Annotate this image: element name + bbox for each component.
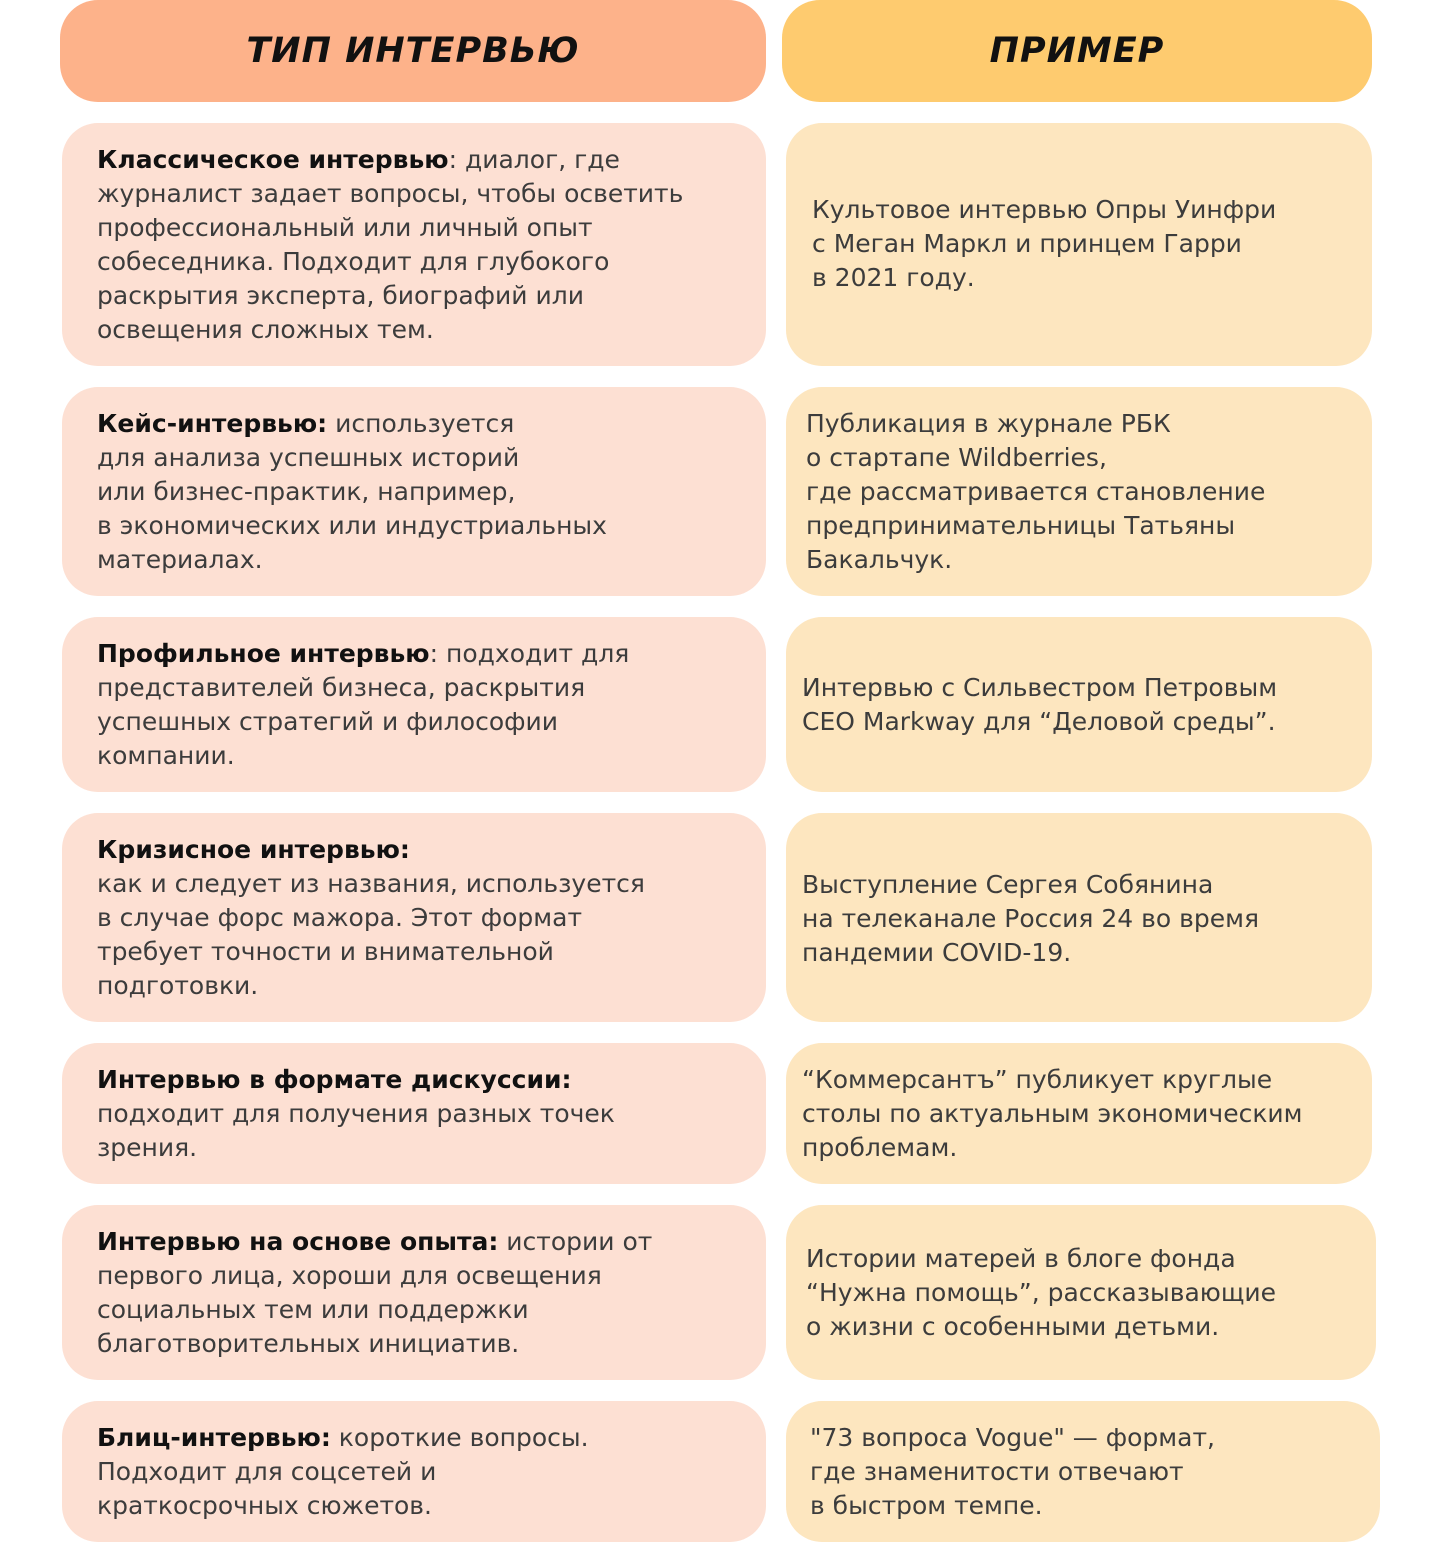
example-text: "73 вопроса Vogue" — формат, где знаменитости отвечают в быстром темпе.	[810, 1422, 1215, 1520]
interview-type-text	[97, 1225, 652, 1361]
example-text: Публикация в журнале РБК о стартапе Wildberries, где рассматривается становление предпринимательницы Татьяны Бакальчук.	[806, 408, 1266, 574]
example-text: Истории матерей в блоге фонда “Нужна помощь”, рассказывающие о жизни с особенными детьми.	[806, 1243, 1277, 1341]
example-column-header	[782, 0, 1372, 102]
interview-type-description: подходит для получения разных точек зрения.	[97, 1098, 615, 1162]
example-card-blitz	[786, 1401, 1380, 1542]
example-card-classic	[786, 123, 1372, 366]
interview-type-text	[97, 407, 607, 577]
interview-type-text	[97, 833, 645, 1003]
example-card-crisis	[786, 813, 1372, 1022]
interview-type-card-crisis	[62, 813, 766, 1022]
example-column-header-label: ПРИМЕР	[989, 31, 1165, 71]
interview-type-description: : подходит для представителей бизнеса, раскрытия успешных стратегий и философии компании.	[97, 638, 630, 770]
interview-type-term: Блиц-интервью:	[97, 1422, 331, 1452]
interview-type-text	[97, 1063, 615, 1165]
interview-type-card-profile	[62, 617, 766, 792]
interview-type-description: используется для анализа успешных историй или бизнес-практик, например, в экономических или индустриальных материалах.	[97, 408, 607, 574]
interview-type-text	[97, 143, 683, 347]
interview-type-term: Кейс-интервью:	[97, 408, 328, 438]
example-text: Культовое интервью Опры Уинфри с Меган Маркл и принцем Гарри в 2021 году.	[812, 195, 1277, 292]
example-card-experience	[786, 1205, 1376, 1380]
interview-type-card-experience	[62, 1205, 766, 1380]
example-text: Выступление Сергея Собянина на телеканале Россия 24 во время пандемии COVID-19.	[802, 870, 1260, 967]
interview-type-term: Профильное интервью	[97, 638, 430, 668]
interview-type-term: Кризисное интервью:	[97, 834, 410, 864]
interview-type-text	[97, 1421, 589, 1523]
interview-type-card-case	[62, 387, 766, 596]
interview-type-description: как и следует из названия, используется в случае форс мажора. Этот формат требует точности и внимательной подготовки.	[97, 868, 645, 1000]
interview-type-card-discussion	[62, 1043, 766, 1184]
type-column-header	[60, 0, 766, 102]
example-card-case	[786, 387, 1372, 596]
interview-type-card-blitz	[62, 1401, 766, 1542]
example-text: “Коммерсантъ” публикует круглые столы по актуальным экономическим проблемам.	[802, 1064, 1303, 1162]
interview-type-description: истории от первого лица, хороши для освещения социальных тем или поддержки благотворительных инициатив.	[97, 1226, 653, 1358]
interview-type-text	[97, 637, 629, 773]
interview-type-term: Классическое интервью	[97, 144, 449, 174]
example-card-profile	[786, 617, 1372, 792]
interview-type-term: Интервью в формате дискуссии:	[97, 1064, 572, 1094]
interview-type-card-classic	[62, 123, 766, 366]
type-column-header-label: ТИП ИНТЕРВЬЮ	[246, 31, 580, 71]
example-text: Интервью с Сильвестром Петровым CEO Markway для “Деловой среды”.	[802, 672, 1278, 736]
interview-type-description: : диалог, где журналист задает вопросы, чтобы осветить профессиональный или личный опыт собеседника. Подходит для глубокого раскрытия эксперта, биографий или освещения сложных тем.	[97, 144, 684, 344]
example-card-discussion	[786, 1043, 1372, 1184]
interview-type-term: Интервью на основе опыта:	[97, 1226, 499, 1256]
interview-type-description: короткие вопросы. Подходит для соцсетей и краткосрочных сюжетов.	[97, 1422, 589, 1520]
